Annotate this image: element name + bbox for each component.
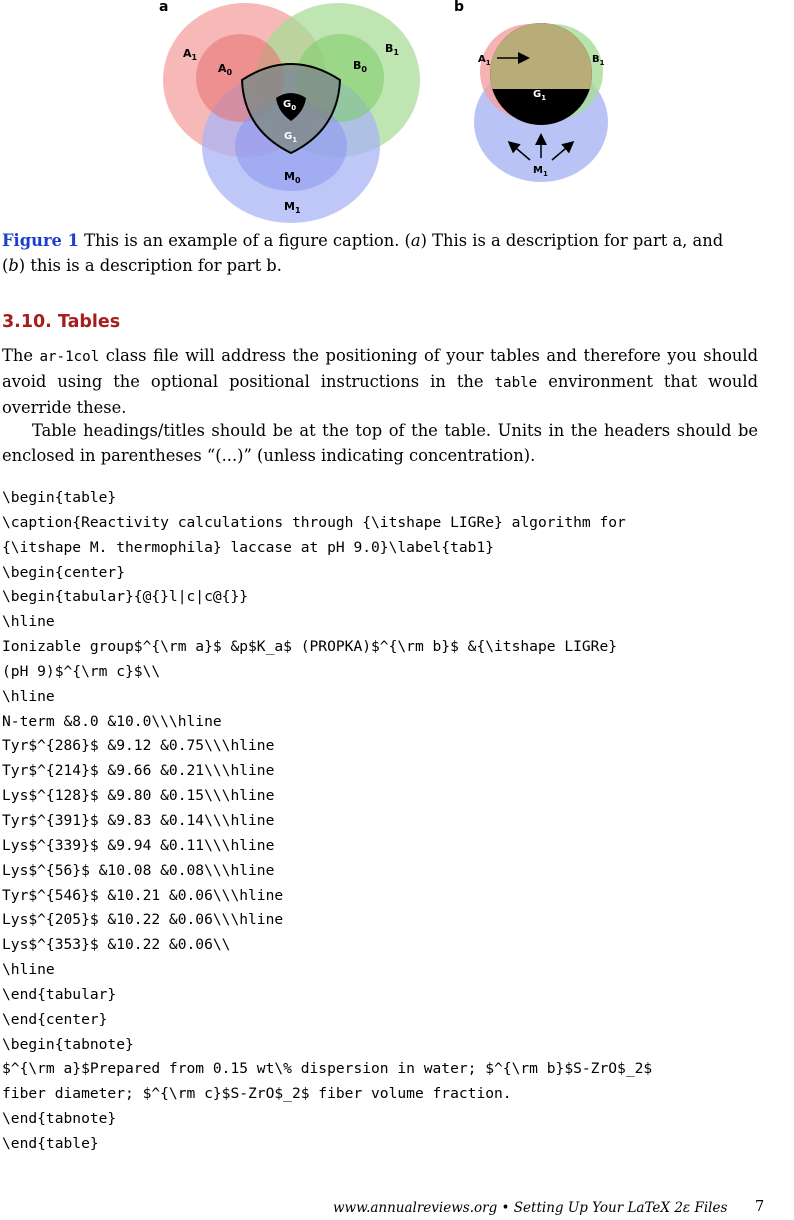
figure-caption [2,229,760,278]
footer-title-prefix: Setting Up Your [513,1200,628,1216]
code-line: \end{center} [2,1010,108,1028]
code-line: Tyr$^{286}$ &9.12 &0.75\\\hline [2,737,275,755]
code-line: Ionizable group$^{\rm a}$ &p$K_a$ (PROPKA)$^{\rm b}$ &{\itshape LIGRe} [2,638,618,656]
code-line: N-term &8.0 &10.0\\\hline [2,712,222,730]
figure-caption-label[interactable]: Figure 1 [2,231,79,250]
b-label-b1-sub: 1 [599,59,605,67]
panel-b-letter: b [454,0,465,15]
label-g0: G [283,99,292,110]
b-label-b1: B [592,54,600,65]
b-label-a1: A [478,54,486,65]
code-line: \hline [2,961,55,979]
section-heading: 3.10. Tables [2,312,121,332]
label-b1: B [385,42,394,55]
b-label-m1: M [533,165,543,176]
label-b0-sub: 0 [361,65,367,74]
code-line: \end{tabnote} [2,1110,117,1128]
b-label-g1: G [533,89,542,100]
footer-latex-logo: LaTeX 2ε [627,1200,691,1216]
panel-b [454,0,608,182]
code-line: Lys$^{128}$ &9.80 &0.15\\\hline [2,787,275,805]
panel-a-letter: a [159,0,169,15]
code-line: \hline [2,687,55,705]
code-line: \begin{table} [2,489,117,506]
label-g1-sub: 1 [292,136,298,144]
code-line: $^{\rm a}$Prepared from 0.15 wt\% dispersion in water; $^{\rm b}$S-ZrO$_2$ [2,1060,653,1078]
b-label-a1-sub: 1 [485,59,491,67]
code-line: Tyr$^{214}$ &9.66 &0.21\\\hline [2,762,275,780]
label-a0: A [218,62,227,75]
panel-a [159,0,420,223]
footer-bullet: • [501,1200,510,1216]
code-line: \hline [2,613,55,631]
caption-text-3: ) this is a description for part b. [18,255,282,275]
code-line: Tyr$^{391}$ &9.83 &0.14\\\hline [2,811,275,829]
para1-text-1: The [2,346,40,365]
label-a0-sub: 0 [226,68,233,77]
code-line: \begin{tabular}{@{}l|c|c@{}} [2,588,249,606]
label-b0: B [353,59,362,72]
page-number: 7 [755,1199,765,1215]
code-line: \end{tabular} [2,985,117,1003]
caption-open-b: ( [2,255,9,275]
label-g1: G [284,131,293,142]
code-line: Lys$^{339}$ &9.94 &0.11\\\hline [2,836,275,854]
para1-text-2: class file will address the positioning of your tables and therefore you should avoid using the optional positional instructions in the [2,346,759,391]
page-footer [333,1200,727,1216]
code-line: \begin{tabnote} [2,1035,134,1053]
code-line: {\itshape M. thermophila} laccase at pH 9.0}\label{tab1} [2,538,495,556]
caption-part-a: a [410,231,421,250]
caption-text-1: This is an example of a figure caption. ( [78,231,411,250]
label-m1-sub: 1 [294,206,301,215]
code-line: Tyr$^{546}$ &10.21 &0.06\\\hline [2,886,284,904]
paragraph-1 [2,344,758,420]
code-line: Lys$^{56}$ &10.08 &0.08\\\hline [2,861,275,879]
label-a1: A [183,47,192,60]
footer-title-suffix: Files [690,1200,728,1216]
b-label-m1-sub: 1 [542,170,548,178]
label-a1-sub: 1 [191,53,198,62]
code-line: Lys$^{353}$ &10.22 &0.06\\ [2,936,231,954]
code-listing [2,486,772,1157]
b-label-g1-sub: 1 [541,94,547,102]
label-g0-sub: 0 [291,104,297,112]
caption-text-2: ) This is a description for part a, and [420,231,724,250]
code-line: Lys$^{205}$ &10.22 &0.06\\\hline [2,911,284,929]
label-m0-sub: 0 [294,176,301,185]
para1-code-class: ar-1col [39,349,100,365]
paragraph-2: Table headings/titles should be at the top of the table. Units in the headers should be enclosed in parentheses “(...)” (unless indicating concentration). [2,421,758,465]
label-m0: M [284,170,295,183]
footer-site: www.annualreviews.org [333,1200,498,1216]
para1-text-3: environment that would override these. [2,371,758,417]
para1-code-env: table [494,374,538,391]
code-line: \caption{Reactivity calculations through {\itshape LIGRe} algorithm for [2,513,626,531]
label-m1: M [284,200,295,213]
code-line: \end{table} [2,1134,99,1152]
venn-figure-svg [0,0,794,228]
label-b1-sub: 1 [393,48,399,57]
code-line: \begin{center} [2,563,126,581]
code-line: fiber diameter; $^{\rm c}$S-ZrO$_2$ fiber volume fraction. [2,1085,512,1103]
code-line: (pH 9)$^{\rm c}$\\ [2,662,161,680]
figure-1 [0,0,794,228]
caption-part-b: b [8,255,19,275]
